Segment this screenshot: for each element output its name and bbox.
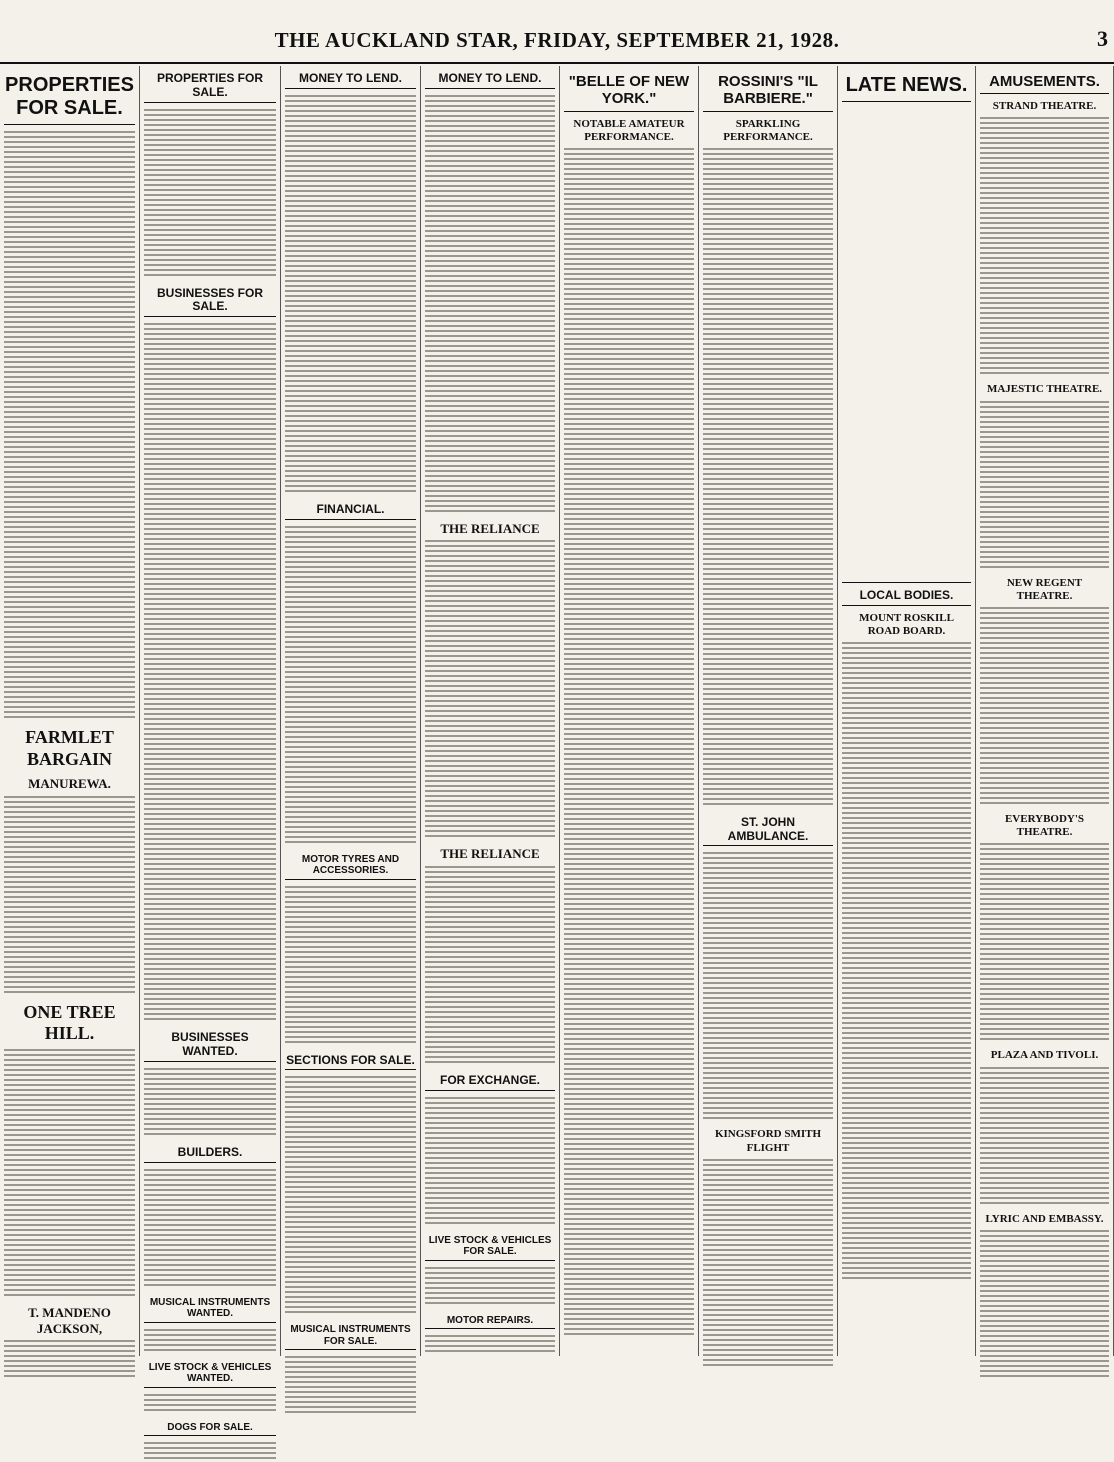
article-text xyxy=(842,642,971,1282)
column-money-to-lend xyxy=(281,66,421,1356)
section-heading: LIVE STOCK & VEHICLES FOR SALE. xyxy=(425,1233,555,1261)
article-subheading: NEW REGENT THEATRE. xyxy=(1006,576,1083,602)
late-news-blank-space xyxy=(842,108,971,578)
classified-text xyxy=(285,526,416,846)
article-subheading: SPARKLING PERFORMANCE. xyxy=(723,117,813,143)
article-heading: "BELLE OF NEW YORK." xyxy=(564,70,694,112)
article-subheading: STRAND THEATRE. xyxy=(992,100,1097,113)
section-heading: FOR EXCHANGE. xyxy=(425,1072,555,1091)
display-ad-heading: FARMLET BARGAIN xyxy=(25,727,114,769)
article-text xyxy=(980,607,1109,807)
section-heading: MUSICAL INSTRUMENTS FOR SALE. xyxy=(285,1322,416,1350)
classified-text xyxy=(144,1394,276,1414)
classified-text xyxy=(144,109,276,279)
classified-text xyxy=(4,796,135,996)
column-il-barbiere xyxy=(699,66,838,1356)
article-text xyxy=(980,1067,1109,1207)
article-text xyxy=(703,852,833,1122)
article-text xyxy=(980,117,1109,377)
column-amusements xyxy=(976,66,1114,1356)
classified-text xyxy=(425,95,555,515)
article-text xyxy=(980,843,1109,1043)
display-ad-heading: ONE TREE HILL. xyxy=(23,1001,116,1044)
classified-text xyxy=(425,866,555,1066)
section-heading: LIVE STOCK & VEHICLES WANTED. xyxy=(144,1360,276,1388)
article-text xyxy=(980,1230,1109,1380)
section-heading: MONEY TO LEND. xyxy=(285,70,416,89)
classified-text xyxy=(4,1049,135,1299)
classified-text xyxy=(4,131,135,721)
section-heading: PROPERTIES FOR SALE. xyxy=(144,70,276,103)
display-ad-heading: THE RELIANCE xyxy=(440,520,540,536)
section-heading: BUILDERS. xyxy=(144,1144,276,1163)
column-businesses xyxy=(140,66,281,1433)
section-heading: FINANCIAL. xyxy=(285,501,416,520)
article-subheading: PLAZA AND TIVOLI. xyxy=(990,1049,1099,1062)
article-heading: ROSSINI'S "IL BARBIERE." xyxy=(703,70,833,112)
article-heading: ST. JOHN AMBULANCE. xyxy=(703,814,833,847)
classified-text xyxy=(285,95,416,495)
section-heading: SECTIONS FOR SALE. xyxy=(285,1052,416,1071)
classified-text xyxy=(4,1340,135,1380)
section-heading: MONEY TO LEND. xyxy=(425,70,555,89)
section-heading: LOCAL BODIES. xyxy=(842,587,971,606)
display-ad-heading: THE RELIANCE xyxy=(440,846,540,862)
classified-text xyxy=(425,1267,555,1307)
display-ad-subheading: MANUREWA. xyxy=(28,776,111,792)
article-subheading: EVERYBODY'S THEATRE. xyxy=(1004,813,1085,839)
section-heading: BUSINESSES WANTED. xyxy=(144,1029,276,1062)
section-heading: LATE NEWS. xyxy=(842,70,971,102)
article-subheading: MAJESTIC THEATRE. xyxy=(986,383,1103,396)
classified-text xyxy=(285,1076,416,1316)
classified-text xyxy=(144,1329,276,1354)
classified-text xyxy=(144,1068,276,1138)
newspaper-title: THE AUCKLAND STAR, FRIDAY, SEPTEMBER 21, 1928. xyxy=(274,28,840,52)
column-finance xyxy=(421,66,560,1356)
classified-text xyxy=(425,540,555,840)
masthead xyxy=(0,0,1114,64)
section-heading: DOGS FOR SALE. xyxy=(144,1420,276,1437)
article-subheading: MOUNT ROSKILL ROAD BOARD. xyxy=(859,611,954,637)
classified-text xyxy=(285,1356,416,1416)
divider xyxy=(842,582,971,583)
section-heading: AMUSEMENTS. xyxy=(980,70,1109,94)
column-late-news xyxy=(838,66,976,1356)
section-heading: MUSICAL INSTRUMENTS WANTED. xyxy=(144,1295,276,1323)
article-text xyxy=(564,148,694,1338)
section-heading: MOTOR REPAIRS. xyxy=(425,1313,555,1330)
classified-text xyxy=(144,1169,276,1289)
classified-text xyxy=(285,886,416,1046)
classified-text xyxy=(144,1442,276,1462)
display-ad-heading: T. MANDENO JACKSON, xyxy=(28,1304,111,1336)
classified-text xyxy=(425,1097,555,1227)
article-text xyxy=(703,148,833,808)
section-heading: MOTOR TYRES AND ACCESSORIES. xyxy=(285,852,416,880)
classified-text xyxy=(144,323,276,1023)
article-subheading: NOTABLE AMATEUR PERFORMANCE. xyxy=(573,117,685,143)
article-text xyxy=(703,1159,833,1369)
article-subheading: KINGSFORD SMITH FLIGHT xyxy=(714,1128,822,1154)
article-subheading: LYRIC AND EMBASSY. xyxy=(985,1212,1104,1225)
section-heading: BUSINESSES FOR SALE. xyxy=(144,285,276,318)
column-belle-of-new-york xyxy=(560,66,699,1356)
column-properties xyxy=(0,66,140,1356)
page-number: 3 xyxy=(1097,26,1108,51)
classified-text xyxy=(425,1335,555,1355)
section-heading: PROPERTIES FOR SALE. xyxy=(4,70,135,125)
article-text xyxy=(980,401,1109,571)
